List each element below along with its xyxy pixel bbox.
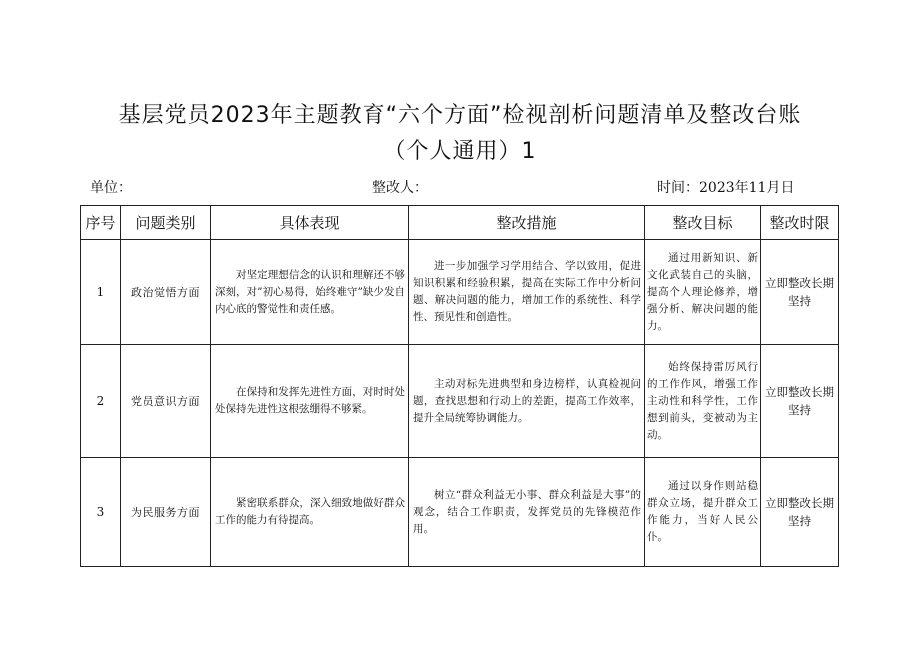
table-header-row <box>81 206 839 240</box>
row-category: 为民服务方面 <box>121 458 211 567</box>
row-performance: 对坚定理想信念的认识和理解还不够深刻，对”初心易得，始终难守”缺少发自内心底的警觉性和责任感。 <box>215 268 405 315</box>
table-row <box>81 345 839 458</box>
row-goal-cell <box>645 345 761 458</box>
document-title-line1: 基层党员2023年主题教育“六个方面”检视剖析问题清单及整改台账 <box>118 103 802 128</box>
unit-label: 单位： <box>90 180 132 196</box>
row-goal: 始终保持雷厉风行的工作作风，增强工作主动性和科学性，工作想到前头，变被动为主动。 <box>647 360 758 441</box>
row-deadline-cell <box>761 458 839 567</box>
row-measures: 主动对标先进典型和身边榜样，认真检视问题，查找思想和行动上的差距，提高工作效率，提升全局统筹协调能力。 <box>413 377 641 424</box>
document-title-line2: （个人通用）1 <box>383 139 537 164</box>
header-no: 序号 <box>81 206 121 240</box>
table-row <box>81 458 839 567</box>
row-performance: 在保持和发挥先进性方面，对时时处处保持先进性这根弦绷得不够紧。 <box>215 386 405 415</box>
row-measures: 树立“群众利益无小事、群众利益是大事”的观念，结合工作职责，发挥党员的先锋模范作用。 <box>413 488 641 535</box>
time-label: 时间：2023年11月日 <box>657 180 795 196</box>
meta-row <box>0 177 920 197</box>
header-category: 问题类别 <box>121 206 211 240</box>
row-no: 2 <box>81 345 121 458</box>
row-no: 3 <box>81 458 121 567</box>
row-measures: 进一步加强学习学用结合、学以致用，促进知识积累和经验积累，提高在实际工作中分析问题、解决问题的能力，增加工作的系统性、科学性、预见性和创造性。 <box>413 260 641 323</box>
row-deadline: 立即整改长期坚持 <box>765 276 834 308</box>
row-measures-cell <box>409 458 645 567</box>
row-performance-cell <box>211 345 409 458</box>
row-category: 党员意识方面 <box>121 345 211 458</box>
row-deadline: 立即整改长期坚持 <box>765 496 834 528</box>
row-deadline-cell <box>761 240 839 345</box>
header-deadline: 整改时限 <box>761 206 839 240</box>
header-performance: 具体表现 <box>211 206 409 240</box>
header-measures: 整改措施 <box>409 206 645 240</box>
row-performance-cell <box>211 240 409 345</box>
row-deadline-cell <box>761 345 839 458</box>
row-no: 1 <box>81 240 121 345</box>
row-measures-cell <box>409 345 645 458</box>
row-measures-cell <box>409 240 645 345</box>
row-goal-cell <box>645 458 761 567</box>
row-goal-cell <box>645 240 761 345</box>
rectifier-label: 整改人： <box>372 180 428 196</box>
rectification-ledger-table <box>80 205 839 567</box>
row-category: 政治觉悟方面 <box>121 240 211 345</box>
row-deadline: 立即整改长期坚持 <box>765 385 834 417</box>
row-performance: 紧密联系群众，深入细致地做好群众工作的能力有待提高。 <box>215 497 405 526</box>
header-goal: 整改目标 <box>645 206 761 240</box>
row-goal: 通过用新知识、新文化武装自己的头脑，提高个人理论修养，增强分析、解决问题的能力。 <box>647 251 758 332</box>
table-row <box>81 240 839 345</box>
row-goal: 通过以身作则站稳群众立场，提升群众工作能力，当好人民公仆。 <box>647 480 758 543</box>
row-performance-cell <box>211 458 409 567</box>
